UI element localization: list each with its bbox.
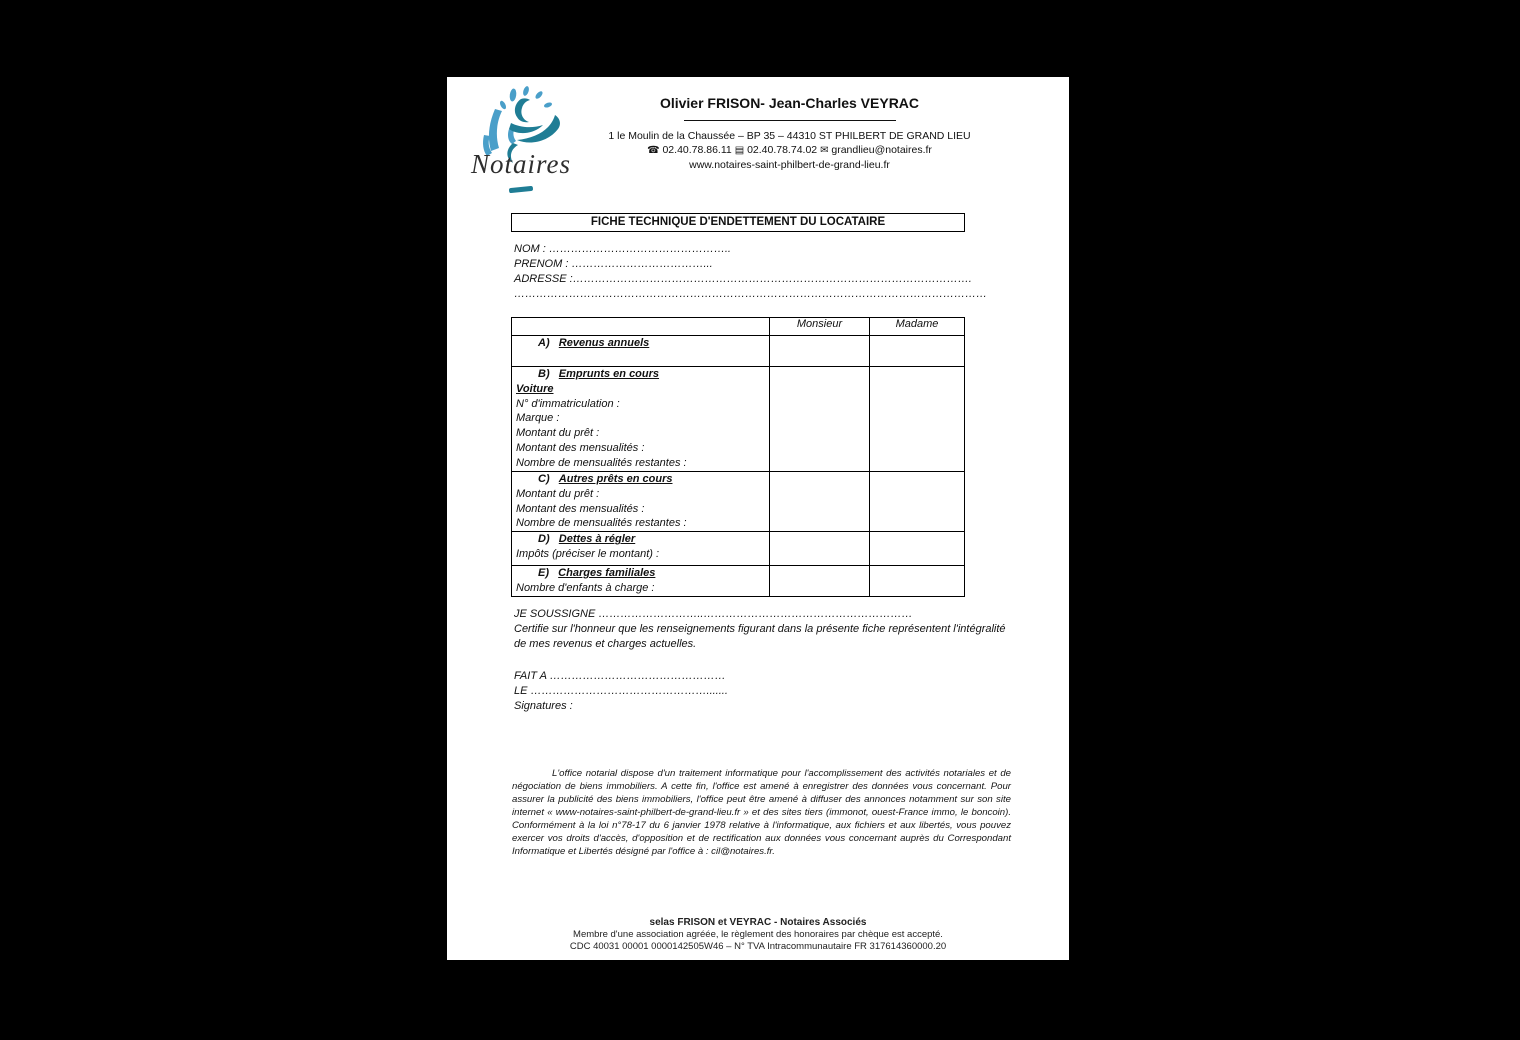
section-letter: B) bbox=[538, 368, 559, 380]
header-divider bbox=[684, 120, 896, 121]
form-title: FICHE TECHNIQUE D'ENDETTEMENT DU LOCATAIRE bbox=[511, 213, 965, 232]
section-label-cell bbox=[512, 472, 770, 532]
section-line: Voiture bbox=[516, 382, 554, 395]
phone-icon: ☎ bbox=[647, 145, 660, 156]
office-contacts bbox=[567, 143, 1012, 158]
nom-label: NOM : bbox=[514, 243, 549, 255]
value-cell-monsieur bbox=[770, 532, 870, 566]
adresse-field bbox=[514, 272, 1014, 287]
le-dotted-line: …………………………………………....... bbox=[530, 685, 728, 697]
table-row-section-c bbox=[512, 472, 965, 532]
section-title: Dettes à régler bbox=[558, 533, 636, 546]
table-row-section-e bbox=[512, 566, 965, 597]
adresse-dotted-line: ………………………………………………………………………………………………. bbox=[572, 273, 972, 285]
le-line bbox=[514, 684, 914, 699]
statement-block bbox=[514, 607, 1014, 652]
value-cell-madame bbox=[870, 336, 965, 367]
phone-number: 02.40.78.86.11 bbox=[662, 144, 732, 156]
section-line: Montant des mensualités : bbox=[516, 502, 645, 515]
nom-dotted-line: ………………………………………….. bbox=[548, 243, 731, 255]
fait-a-dotted-line: ………………………………………… bbox=[549, 670, 726, 682]
section-label-cell bbox=[512, 336, 770, 367]
document-page bbox=[447, 77, 1069, 960]
section-heading bbox=[512, 367, 769, 382]
table-header-monsieur: Monsieur bbox=[770, 318, 870, 336]
table-row-section-d bbox=[512, 532, 965, 566]
notary-names: Olivier FRISON- Jean-Charles VEYRAC bbox=[659, 95, 920, 111]
adresse-label: ADRESSE : bbox=[514, 273, 573, 285]
section-heading bbox=[512, 532, 769, 547]
section-letter: C) bbox=[538, 473, 559, 485]
notaires-logo-text: Notaires bbox=[470, 149, 571, 179]
letterhead bbox=[567, 95, 1012, 172]
section-title: Emprunts en cours bbox=[558, 368, 660, 380]
value-cell-madame bbox=[870, 532, 965, 566]
section-line: Montant des mensualités : bbox=[516, 441, 645, 454]
value-cell-monsieur bbox=[770, 367, 870, 472]
fait-a-label: FAIT A bbox=[514, 670, 550, 682]
section-line: Impôts (préciser le montant) : bbox=[516, 547, 660, 560]
footer-company: selas FRISON et VEYRAC - Notaires Associés bbox=[649, 917, 867, 928]
value-cell-madame bbox=[870, 472, 965, 532]
prenom-dotted-line: ………………………………... bbox=[571, 258, 713, 270]
footer-cdc-tva: CDC 40031 00001 0000142505W46 – N° TVA Intracommunautaire FR 317614360000.20 bbox=[569, 941, 947, 952]
section-title: Charges familiales bbox=[558, 567, 656, 580]
soussigne-line bbox=[514, 607, 1014, 622]
section-letter: A) bbox=[538, 337, 559, 349]
section-line: Marque : bbox=[516, 412, 560, 425]
page-footer bbox=[478, 917, 1038, 953]
soussigne-dotted-line: ………………………..………………………………………………… bbox=[598, 608, 913, 620]
section-line: Montant du prêt : bbox=[516, 487, 600, 500]
adresse-dotted-line-2: ………………………………………………………………………………………………………………… bbox=[514, 288, 987, 300]
signature-block bbox=[514, 669, 914, 714]
section-line: Nombre d'enfants à charge : bbox=[516, 581, 655, 594]
office-address: 1 le Moulin de la Chaussée – BP 35 – 44310 ST PHILBERT DE GRAND LIEU bbox=[608, 130, 971, 142]
email-address: grandlieu@notaires.fr bbox=[831, 144, 932, 156]
footer-association: Membre d'une association agréée, le règlement des honoraires par chèque est accepté. bbox=[573, 929, 943, 940]
nom-field bbox=[514, 242, 1014, 257]
section-line: Nombre de mensualités restantes : bbox=[516, 517, 687, 530]
fax-number: 02.40.78.74.02 bbox=[747, 144, 818, 156]
table-row-section-b bbox=[512, 367, 965, 472]
debt-table bbox=[511, 317, 965, 597]
legal-notice: L'office notarial dispose d'un traitement informatique pour l'accomplissement des activités notariales et de négociation de biens immobiliers. A cette fin, l'office est amené à enregistrer des données vous concernant. Pour assurer la publicité des biens immobiliers, l'office peut être amené à diffuser des annonces notamment sur son site internet « www-notaires-saint-philbert-de-grand-lieu.fr » et des sites tiers (immonot, ouest-France immo, le boncoin). Conformément à la loi n°78-17 du 6 janvier 1978 relative à l'informatique, aux fichiers et aux libertés, vous pouvez exercer vos droits d'accès, d'opposition et de rectification aux données vous concernant auprès du Correspondant Informatique et Libertés désigné par l'office à : cil@notaires.fr. bbox=[512, 768, 1011, 857]
office-website: www.notaires-saint-philbert-de-grand-lieu.fr bbox=[689, 159, 890, 171]
identity-fields bbox=[514, 242, 1014, 302]
value-cell-monsieur bbox=[770, 336, 870, 367]
email-icon: ✉ bbox=[820, 145, 829, 156]
fait-a-line bbox=[514, 669, 914, 684]
section-label-cell bbox=[512, 566, 770, 597]
section-letter: E) bbox=[538, 567, 559, 580]
value-cell-monsieur bbox=[770, 472, 870, 532]
section-heading bbox=[512, 566, 769, 581]
prenom-label: PRENOM : bbox=[514, 258, 572, 270]
section-heading bbox=[512, 336, 769, 351]
signatures-label: Signatures : bbox=[514, 700, 573, 712]
soussigne-label: JE SOUSSIGNE bbox=[514, 608, 599, 620]
value-cell-madame bbox=[870, 367, 965, 472]
table-header-madame: Madame bbox=[870, 318, 965, 336]
section-title: Autres prêts en cours bbox=[558, 473, 673, 485]
fax-icon: ▤ bbox=[734, 145, 745, 156]
le-label: LE bbox=[514, 685, 531, 697]
prenom-field bbox=[514, 257, 1014, 272]
table-header-row bbox=[512, 318, 965, 336]
section-line: N° d'immatriculation : bbox=[516, 397, 620, 410]
section-letter: D) bbox=[538, 533, 559, 546]
table-header-empty bbox=[512, 318, 770, 336]
table-row-section-a bbox=[512, 336, 965, 367]
section-label-cell bbox=[512, 367, 770, 472]
section-title: Revenus annuels bbox=[558, 337, 650, 349]
section-line: Montant du prêt : bbox=[516, 427, 600, 440]
section-heading bbox=[512, 472, 769, 487]
value-cell-madame bbox=[870, 566, 965, 597]
value-cell-monsieur bbox=[770, 566, 870, 597]
section-label-cell bbox=[512, 532, 770, 566]
section-line: Nombre de mensualités restantes : bbox=[516, 456, 687, 469]
certify-text: Certifie sur l'honneur que les renseignements figurant dans la présente fiche représentent l'intégralité de mes revenus et charges actuelles. bbox=[514, 623, 1006, 650]
